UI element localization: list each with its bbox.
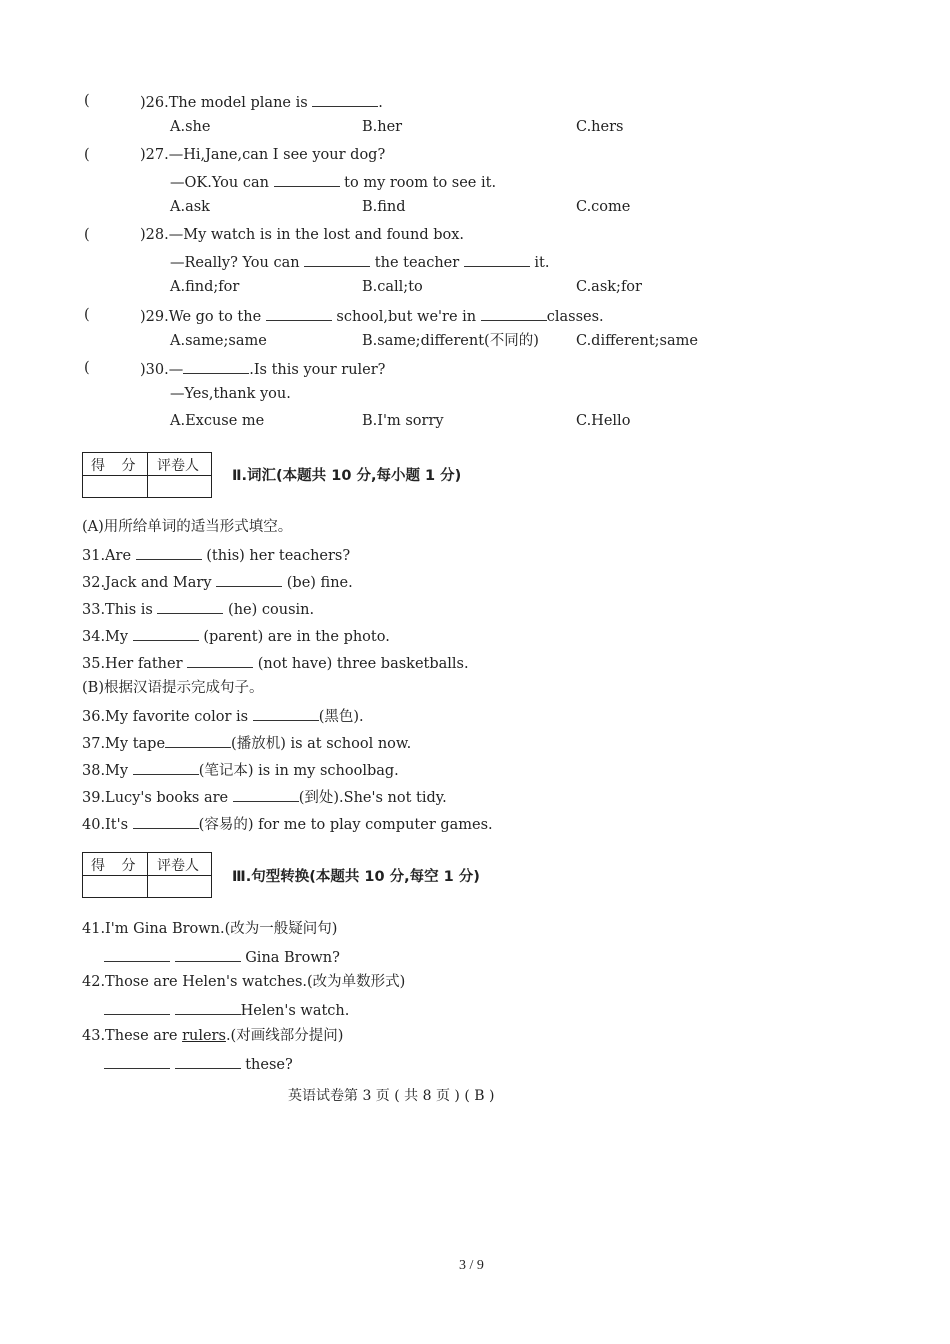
- option-a: A.same;same: [170, 333, 267, 349]
- question-27: [140, 146, 385, 164]
- answer-blank[interactable]: [253, 706, 319, 721]
- dialogue-text: the teacher: [370, 255, 464, 271]
- answer-blank[interactable]: [304, 252, 370, 267]
- question-hint: (not have) three basketballs.: [253, 656, 469, 672]
- answer-paren: (: [84, 147, 90, 163]
- question-28-line2: [170, 252, 550, 272]
- answer-paren: (: [84, 93, 90, 109]
- answer-text: these?: [240, 1057, 293, 1073]
- answer-blank[interactable]: [175, 1054, 241, 1069]
- question-stem-end: classes.: [546, 309, 604, 325]
- answer-paren: (: [84, 360, 90, 376]
- answer-blank[interactable]: [175, 1000, 241, 1015]
- question-stem-end: .Is this your ruler?: [249, 362, 386, 378]
- question-text: 40.It's: [82, 817, 133, 833]
- question-number: )28.: [140, 227, 169, 243]
- section-title: Ⅲ.句型转换(本题共 10 分,每空 1 分): [232, 869, 480, 885]
- question-number: )27.: [140, 147, 169, 163]
- part-b-instructions: (B)根据汉语提示完成句子。: [82, 680, 264, 696]
- question-text: 38.My: [82, 763, 133, 779]
- question-stem-end: .: [378, 95, 383, 111]
- question-39: [82, 787, 447, 807]
- option-b: B.call;to: [362, 279, 423, 295]
- page-number: 3 / 9: [459, 1258, 484, 1273]
- question-40: [82, 814, 493, 834]
- page-footer: 英语试卷第 3 页 ( 共 8 页 ) ( B ): [288, 1088, 495, 1104]
- question-28: [140, 226, 464, 244]
- option-c: C.hers: [576, 119, 624, 135]
- question-number: )26.: [140, 95, 169, 111]
- question-33: [82, 599, 314, 619]
- option-c: C.ask;for: [576, 279, 642, 295]
- question-hint: (播放机) is at school now.: [231, 736, 412, 752]
- answer-blank[interactable]: [104, 1054, 170, 1069]
- dialogue-text: —Really? You can: [170, 255, 305, 271]
- option-a: A.she: [170, 119, 211, 135]
- question-37: [82, 733, 411, 753]
- answer-blank[interactable]: [216, 572, 282, 587]
- answer-blank[interactable]: [183, 359, 249, 374]
- question-text: 32.Jack and Mary: [82, 575, 217, 591]
- option-b: B.I'm sorry: [362, 413, 444, 429]
- question-stem: We go to the: [168, 309, 266, 325]
- question-hint: (this) her teachers?: [201, 548, 351, 564]
- option-c: C.Hello: [576, 413, 631, 429]
- question-32: [82, 572, 353, 592]
- answer-blank[interactable]: [187, 653, 253, 668]
- question-text: 35.Her father: [82, 656, 188, 672]
- dialogue-text: it.: [529, 255, 550, 271]
- option-b: B.find: [362, 199, 406, 215]
- question-stem: —Hi,Jane,can I see your dog?: [168, 147, 386, 163]
- question-text: 31.Are: [82, 548, 136, 564]
- question-35: [82, 653, 469, 673]
- question-text: 43.These are: [82, 1028, 183, 1044]
- question-29: [140, 306, 604, 326]
- answer-43: [104, 1054, 293, 1074]
- option-c: C.different;same: [576, 333, 698, 349]
- question-hint: (笔记本) is in my schoolbag.: [198, 763, 399, 779]
- question-text: 34.My: [82, 629, 133, 645]
- question-hint: (黑色).: [318, 709, 364, 725]
- answer-42: [104, 1000, 349, 1020]
- question-stem: school,but we're in: [331, 309, 481, 325]
- answer-blank[interactable]: [136, 545, 202, 560]
- question-36: [82, 706, 364, 726]
- answer-blank[interactable]: [266, 306, 332, 321]
- question-number: )30.: [140, 362, 169, 378]
- answer-paren: (: [84, 307, 90, 323]
- question-text: 39.Lucy's books are: [82, 790, 233, 806]
- question-38: [82, 760, 399, 780]
- question-31: [82, 545, 350, 565]
- answer-blank[interactable]: [104, 1000, 170, 1015]
- question-stem: —My watch is in the lost and found box.: [168, 227, 465, 243]
- question-hint: (到处).She's not tidy.: [298, 790, 447, 806]
- dialogue-text: —OK.You can: [170, 175, 274, 191]
- question-hint: (容易的) for me to play computer games.: [198, 817, 493, 833]
- question-hint: (parent) are in the photo.: [198, 629, 390, 645]
- option-c: C.come: [576, 199, 631, 215]
- answer-blank[interactable]: [464, 252, 530, 267]
- option-b: B.same;different(不同的): [362, 333, 539, 349]
- question-30: [140, 359, 385, 379]
- question-text: 37.My tape: [82, 736, 166, 752]
- question-27-line2: [170, 172, 496, 192]
- question-instruction: .(对画线部分提问): [225, 1028, 344, 1044]
- question-number: )29.: [140, 309, 169, 325]
- question-30-line2: —Yes,thank you.: [170, 386, 291, 402]
- option-a: A.Excuse me: [170, 413, 265, 429]
- grader-label: 评卷人: [157, 858, 199, 874]
- option-a: A.find;for: [170, 279, 240, 295]
- question-34: [82, 626, 390, 646]
- option-a: A.ask: [170, 199, 210, 215]
- question-43: [82, 1027, 343, 1045]
- answer-blank[interactable]: [157, 599, 223, 614]
- answer-text: Gina Brown?: [240, 950, 340, 966]
- answer-blank[interactable]: [133, 760, 199, 775]
- question-text: 33.This is: [82, 602, 158, 618]
- answer-blank[interactable]: [133, 814, 199, 829]
- underlined-word: rulers: [182, 1028, 226, 1044]
- answer-blank[interactable]: [233, 787, 299, 802]
- question-41: 41.I'm Gina Brown.(改为一般疑问句): [82, 921, 338, 937]
- grader-label: 评卷人: [157, 458, 199, 474]
- section-title: Ⅱ.词汇(本题共 10 分,每小题 1 分): [232, 468, 462, 484]
- part-a-instructions: (A)用所给单词的适当形式填空。: [82, 519, 293, 535]
- question-hint: (he) cousin.: [223, 602, 315, 618]
- question-stem: The model plane is: [168, 95, 313, 111]
- answer-blank[interactable]: [104, 947, 170, 962]
- question-42: 42.Those are Helen's watches.(改为单数形式): [82, 974, 406, 990]
- score-label: 得 分: [91, 858, 142, 874]
- score-label: 得 分: [91, 458, 142, 474]
- answer-blank[interactable]: [175, 947, 241, 962]
- answer-blank[interactable]: [274, 172, 340, 187]
- question-text: 36.My favorite color is: [82, 709, 253, 725]
- question-stem: —: [168, 362, 184, 378]
- question-hint: (be) fine.: [282, 575, 353, 591]
- answer-text: Helen's watch.: [240, 1003, 350, 1019]
- dialogue-text: to my room to see it.: [339, 175, 497, 191]
- option-b: B.her: [362, 119, 403, 135]
- score-box: [82, 852, 212, 898]
- score-box: [82, 452, 212, 498]
- answer-41: [104, 947, 340, 967]
- question-26: [140, 92, 383, 112]
- answer-blank[interactable]: [481, 306, 547, 321]
- answer-blank[interactable]: [165, 733, 231, 748]
- answer-paren: (: [84, 227, 90, 243]
- answer-blank[interactable]: [133, 626, 199, 641]
- answer-blank[interactable]: [312, 92, 378, 107]
